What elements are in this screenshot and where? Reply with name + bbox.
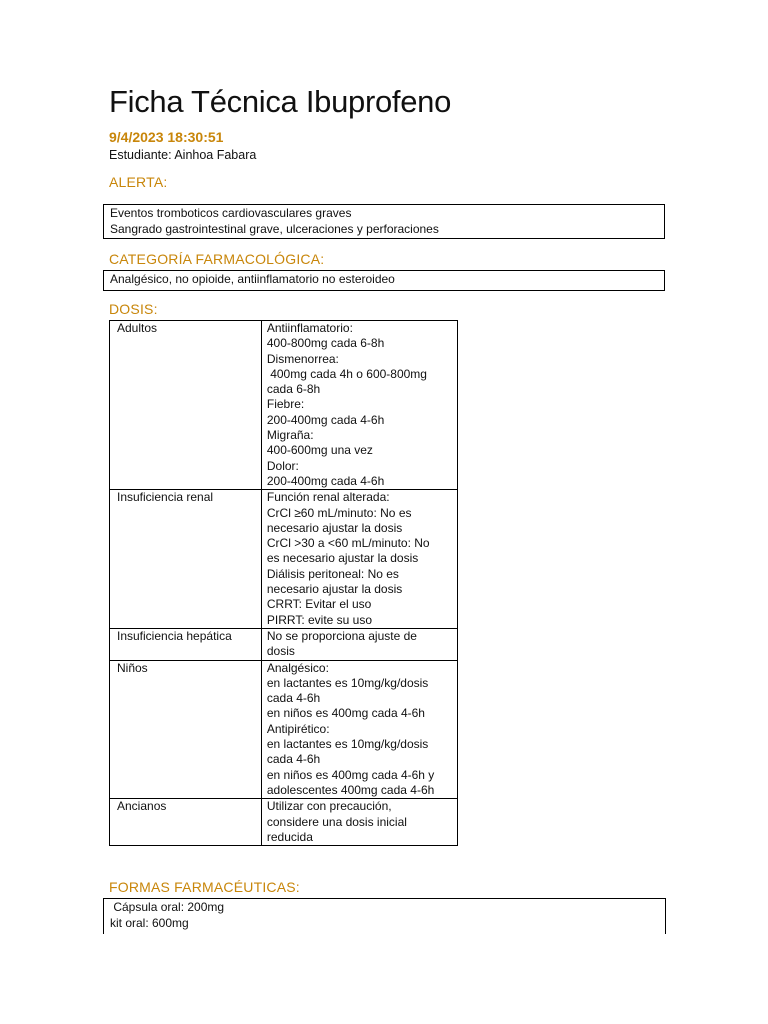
dosis-detail-line: necesario ajustar la dosis bbox=[266, 520, 403, 535]
dosis-detail-line: 400-600mg una vez bbox=[266, 443, 373, 458]
dosis-detail-line: Dismenorrea: bbox=[266, 351, 339, 366]
dosis-detail-line: en niños es 400mg cada 4-6h bbox=[266, 706, 425, 721]
dosis-detail-line: Dolor: bbox=[266, 458, 299, 473]
page-title: Ficha Técnica Ibuprofeno bbox=[109, 84, 452, 119]
dosis-detail-line: cada 6-8h bbox=[266, 382, 321, 397]
dosis-detail-line: en lactantes es 10mg/kg/dosis bbox=[266, 737, 429, 752]
dosis-detail-line: 400-800mg cada 6-8h bbox=[266, 336, 385, 351]
dosis-group-cell: Insuficiencia hepática bbox=[110, 628, 262, 660]
dosis-table bbox=[109, 320, 458, 846]
categoria-box bbox=[103, 270, 665, 291]
formas-line: Cápsula oral: 200mg bbox=[110, 900, 225, 914]
dosis-detail-line: reducida bbox=[266, 829, 313, 844]
timestamp: 9/4/2023 18:30:51 bbox=[109, 129, 224, 145]
dosis-group-cell: Insuficiencia renal bbox=[110, 490, 262, 629]
dosis-detail-line: CrCl >30 a <60 mL/minuto: No bbox=[266, 536, 430, 551]
dosis-detail-line: adolescentes 400mg cada 4-6h bbox=[266, 782, 435, 797]
dosis-row bbox=[110, 660, 458, 799]
dosis-detail-line: Diálisis peritoneal: No es bbox=[266, 566, 399, 581]
dosis-detail-line: Fiebre: bbox=[266, 397, 305, 412]
dosis-detail-line: CRRT: Evitar el uso bbox=[266, 597, 372, 612]
student-name: Estudiante: Ainhoa Fabara bbox=[109, 148, 257, 162]
dosis-row bbox=[110, 490, 458, 629]
dosis-heading: DOSIS: bbox=[109, 301, 158, 317]
dosis-detail-line: 400mg cada 4h o 600-800mg bbox=[266, 366, 427, 381]
dosis-group-cell: Ancianos bbox=[110, 799, 262, 846]
dosis-detail-line: CrCl ≥60 mL/minuto: No es bbox=[266, 505, 412, 520]
dosis-detail-line: considere una dosis inicial bbox=[266, 814, 407, 829]
dosis-detail-line: en niños es 400mg cada 4-6h y bbox=[266, 767, 435, 782]
formas-line: kit oral: 600mg bbox=[110, 915, 189, 930]
dosis-detail-line: Migraña: bbox=[266, 428, 314, 443]
dosis-group-cell: Adultos bbox=[110, 321, 262, 490]
dosis-detail-line: Función renal alterada: bbox=[266, 490, 390, 505]
dosis-detail-line: Antiinflamatorio: bbox=[266, 321, 353, 335]
dosis-row bbox=[110, 321, 458, 490]
dosis-group-cell: Niños bbox=[110, 660, 262, 799]
dosis-row bbox=[110, 628, 458, 660]
alerta-line: Eventos tromboticos cardiovasculares graves bbox=[110, 206, 352, 220]
dosis-detail-cell bbox=[261, 321, 457, 490]
dosis-detail-line: dosis bbox=[266, 644, 295, 659]
alerta-box bbox=[103, 204, 665, 239]
categoria-text: Analgésico, no opioide, antiinflamatorio no esteroideo bbox=[110, 272, 395, 286]
dosis-detail-line: Utilizar con precaución, bbox=[266, 799, 392, 814]
dosis-detail-line: es necesario ajustar la dosis bbox=[266, 551, 419, 566]
dosis-detail-line: Antipirético: bbox=[266, 721, 330, 736]
dosis-detail-cell bbox=[261, 628, 457, 660]
dosis-detail-line: PIRRT: evite su uso bbox=[266, 612, 373, 627]
dosis-detail-line: cada 4-6h bbox=[266, 752, 321, 767]
dosis-detail-line: 200-400mg cada 4-6h bbox=[266, 473, 385, 488]
dosis-detail-cell bbox=[261, 799, 457, 846]
dosis-detail-line: Analgésico: bbox=[266, 660, 329, 675]
formas-heading: FORMAS FARMACÉUTICAS: bbox=[109, 879, 300, 895]
dosis-row bbox=[110, 799, 458, 846]
dosis-detail-cell bbox=[261, 490, 457, 629]
alerta-line: Sangrado gastrointestinal grave, ulceraciones y perforaciones bbox=[110, 221, 439, 236]
alerta-heading: ALERTA: bbox=[109, 174, 168, 190]
dosis-detail-line: necesario ajustar la dosis bbox=[266, 582, 403, 597]
formas-box bbox=[103, 898, 666, 934]
dosis-detail-line: en lactantes es 10mg/kg/dosis bbox=[266, 675, 429, 690]
categoria-heading: CATEGORÍA FARMACOLÓGICA: bbox=[109, 251, 325, 267]
dosis-detail-cell bbox=[261, 660, 457, 799]
dosis-detail-line: cada 4-6h bbox=[266, 691, 321, 706]
dosis-detail-line: 200-400mg cada 4-6h bbox=[266, 412, 385, 427]
dosis-detail-line: No se proporciona ajuste de bbox=[266, 628, 417, 643]
